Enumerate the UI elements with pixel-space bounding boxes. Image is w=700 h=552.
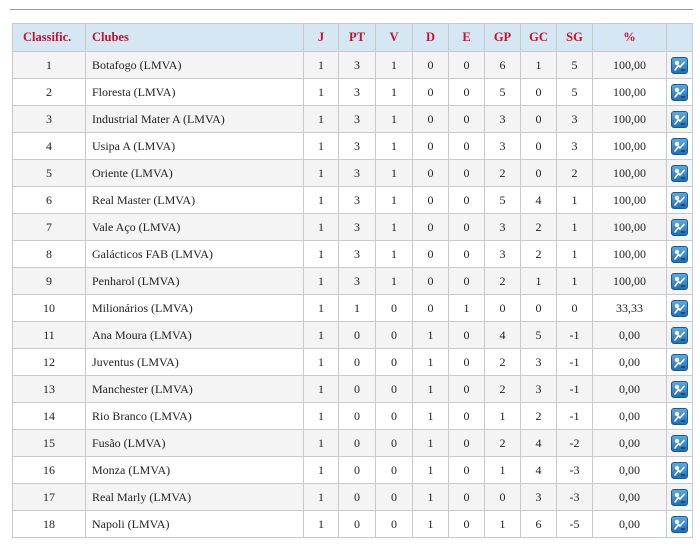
header-wins[interactable]: V <box>376 24 413 52</box>
cell-losses: 0 <box>413 214 449 241</box>
cell-position: 10 <box>13 295 86 322</box>
cell-wins: 1 <box>376 187 413 214</box>
cell-detail <box>667 241 693 268</box>
cell-goals-against: 0 <box>521 79 557 106</box>
cell-percentage: 0,00 <box>593 349 667 376</box>
cell-detail <box>667 322 693 349</box>
table-row <box>13 133 693 160</box>
cell-club[interactable]: Industrial Mater A (LMVA) <box>86 106 304 133</box>
cell-goals-for: 4 <box>485 322 521 349</box>
cell-wins: 1 <box>376 106 413 133</box>
table-row <box>13 511 693 538</box>
cell-losses: 0 <box>413 79 449 106</box>
header-club[interactable]: Clubes <box>86 24 304 52</box>
cell-wins: 0 <box>376 349 413 376</box>
cell-games: 1 <box>304 376 339 403</box>
cell-losses: 1 <box>413 484 449 511</box>
cell-games: 1 <box>304 322 339 349</box>
cell-goals-against: 2 <box>521 214 557 241</box>
cell-games: 1 <box>304 187 339 214</box>
header-goals-for[interactable]: GP <box>485 24 521 52</box>
cell-percentage: 100,00 <box>593 160 667 187</box>
cell-games: 1 <box>304 160 339 187</box>
cell-club[interactable]: Oriente (LMVA) <box>86 160 304 187</box>
cell-goal-difference: 2 <box>557 160 593 187</box>
cell-points: 3 <box>339 241 376 268</box>
cell-goal-difference: 5 <box>557 79 593 106</box>
cell-losses: 0 <box>413 241 449 268</box>
cell-games: 1 <box>304 457 339 484</box>
cell-goals-against: 1 <box>521 52 557 79</box>
cell-percentage: 33,33 <box>593 295 667 322</box>
cell-losses: 1 <box>413 430 449 457</box>
cell-losses: 0 <box>413 295 449 322</box>
cell-draws: 0 <box>449 484 485 511</box>
cell-points: 0 <box>339 349 376 376</box>
cell-detail <box>667 133 693 160</box>
cell-losses: 1 <box>413 511 449 538</box>
table-row <box>13 295 693 322</box>
cell-games: 1 <box>304 241 339 268</box>
cell-goals-for: 1 <box>485 457 521 484</box>
team-detail-icon[interactable] <box>671 327 688 344</box>
team-detail-icon[interactable] <box>671 219 688 236</box>
cell-games: 1 <box>304 214 339 241</box>
cell-detail <box>667 106 693 133</box>
cell-goals-for: 3 <box>485 241 521 268</box>
cell-goal-difference: -1 <box>557 403 593 430</box>
cell-losses: 1 <box>413 457 449 484</box>
cell-percentage: 100,00 <box>593 52 667 79</box>
cell-club[interactable]: Rio Branco (LMVA) <box>86 403 304 430</box>
cell-draws: 0 <box>449 133 485 160</box>
cell-goals-for: 3 <box>485 214 521 241</box>
cell-detail <box>667 295 693 322</box>
header-losses[interactable]: D <box>413 24 449 52</box>
team-detail-icon[interactable] <box>671 381 688 398</box>
cell-percentage: 0,00 <box>593 376 667 403</box>
cell-detail <box>667 376 693 403</box>
team-detail-icon[interactable] <box>671 435 688 452</box>
cell-draws: 0 <box>449 160 485 187</box>
cell-points: 3 <box>339 79 376 106</box>
cell-detail <box>667 349 693 376</box>
cell-wins: 0 <box>376 511 413 538</box>
cell-position: 16 <box>13 457 86 484</box>
cell-draws: 0 <box>449 403 485 430</box>
cell-goal-difference: -3 <box>557 484 593 511</box>
cell-percentage: 0,00 <box>593 457 667 484</box>
cell-percentage: 0,00 <box>593 484 667 511</box>
team-detail-icon[interactable] <box>671 84 688 101</box>
cell-percentage: 0,00 <box>593 430 667 457</box>
cell-percentage: 0,00 <box>593 511 667 538</box>
cell-wins: 0 <box>376 376 413 403</box>
team-detail-icon[interactable] <box>671 489 688 506</box>
header-games[interactable]: J <box>304 24 339 52</box>
cell-detail <box>667 511 693 538</box>
cell-draws: 0 <box>449 241 485 268</box>
cell-percentage: 100,00 <box>593 79 667 106</box>
cell-draws: 0 <box>449 349 485 376</box>
cell-position: 4 <box>13 133 86 160</box>
cell-goal-difference: 3 <box>557 133 593 160</box>
cell-goals-for: 5 <box>485 79 521 106</box>
cell-detail <box>667 160 693 187</box>
cell-detail <box>667 403 693 430</box>
cell-points: 1 <box>339 295 376 322</box>
cell-points: 3 <box>339 160 376 187</box>
cell-goal-difference: 5 <box>557 52 593 79</box>
cell-goals-for: 1 <box>485 511 521 538</box>
header-detail <box>667 24 693 52</box>
cell-goal-difference: 1 <box>557 214 593 241</box>
cell-wins: 0 <box>376 403 413 430</box>
cell-losses: 0 <box>413 268 449 295</box>
cell-goal-difference: 3 <box>557 106 593 133</box>
cell-club[interactable]: Usipa A (LMVA) <box>86 133 304 160</box>
table-row <box>13 376 693 403</box>
cell-position: 5 <box>13 160 86 187</box>
cell-games: 1 <box>304 430 339 457</box>
cell-goals-for: 2 <box>485 349 521 376</box>
cell-goals-for: 2 <box>485 376 521 403</box>
cell-goals-against: 0 <box>521 133 557 160</box>
cell-goals-against: 3 <box>521 349 557 376</box>
cell-goals-for: 0 <box>485 484 521 511</box>
cell-club[interactable]: Milionários (LMVA) <box>86 295 304 322</box>
cell-losses: 0 <box>413 133 449 160</box>
cell-draws: 0 <box>449 376 485 403</box>
cell-position: 3 <box>13 106 86 133</box>
cell-club[interactable]: Real Master (LMVA) <box>86 187 304 214</box>
cell-goal-difference: 1 <box>557 241 593 268</box>
cell-draws: 0 <box>449 430 485 457</box>
cell-goals-against: 4 <box>521 457 557 484</box>
cell-goals-for: 1 <box>485 403 521 430</box>
cell-goal-difference: -1 <box>557 376 593 403</box>
cell-goals-against: 4 <box>521 430 557 457</box>
cell-losses: 0 <box>413 160 449 187</box>
cell-goals-for: 5 <box>485 187 521 214</box>
team-detail-icon[interactable] <box>671 57 688 74</box>
cell-goals-against: 0 <box>521 295 557 322</box>
cell-percentage: 100,00 <box>593 187 667 214</box>
cell-goal-difference: -1 <box>557 322 593 349</box>
cell-games: 1 <box>304 484 339 511</box>
cell-club[interactable]: Juventus (LMVA) <box>86 349 304 376</box>
cell-draws: 0 <box>449 187 485 214</box>
cell-draws: 1 <box>449 295 485 322</box>
cell-goals-for: 3 <box>485 133 521 160</box>
table-row <box>13 268 693 295</box>
team-detail-icon[interactable] <box>671 246 688 263</box>
cell-position: 1 <box>13 52 86 79</box>
cell-wins: 0 <box>376 484 413 511</box>
cell-draws: 0 <box>449 457 485 484</box>
standings-body <box>13 52 693 538</box>
cell-losses: 1 <box>413 376 449 403</box>
cell-goals-against: 2 <box>521 403 557 430</box>
cell-club[interactable]: Galácticos FAB (LMVA) <box>86 241 304 268</box>
cell-points: 0 <box>339 484 376 511</box>
cell-losses: 0 <box>413 52 449 79</box>
cell-detail <box>667 268 693 295</box>
header-percentage[interactable]: % <box>593 24 667 52</box>
cell-position: 12 <box>13 349 86 376</box>
team-detail-icon[interactable] <box>671 354 688 371</box>
cell-draws: 0 <box>449 322 485 349</box>
cell-position: 11 <box>13 322 86 349</box>
team-detail-icon[interactable] <box>671 408 688 425</box>
header-goals-against[interactable]: GC <box>521 24 557 52</box>
cell-percentage: 100,00 <box>593 214 667 241</box>
cell-goals-against: 3 <box>521 484 557 511</box>
cell-games: 1 <box>304 295 339 322</box>
cell-goals-for: 2 <box>485 430 521 457</box>
cell-position: 2 <box>13 79 86 106</box>
cell-games: 1 <box>304 268 339 295</box>
cell-losses: 1 <box>413 349 449 376</box>
header-position[interactable]: Classific. <box>13 24 86 52</box>
cell-wins: 1 <box>376 52 413 79</box>
cell-position: 9 <box>13 268 86 295</box>
cell-detail <box>667 430 693 457</box>
cell-position: 8 <box>13 241 86 268</box>
cell-points: 0 <box>339 430 376 457</box>
cell-position: 15 <box>13 430 86 457</box>
cell-points: 3 <box>339 214 376 241</box>
cell-losses: 0 <box>413 106 449 133</box>
cell-goal-difference: 1 <box>557 268 593 295</box>
table-header-row <box>13 24 693 52</box>
cell-points: 0 <box>339 322 376 349</box>
cell-detail <box>667 52 693 79</box>
cell-percentage: 100,00 <box>593 133 667 160</box>
cell-wins: 0 <box>376 430 413 457</box>
team-detail-icon[interactable] <box>671 111 688 128</box>
cell-draws: 0 <box>449 214 485 241</box>
cell-position: 13 <box>13 376 86 403</box>
table-row <box>13 106 693 133</box>
cell-losses: 1 <box>413 403 449 430</box>
cell-goal-difference: -1 <box>557 349 593 376</box>
cell-goals-for: 2 <box>485 268 521 295</box>
team-detail-icon[interactable] <box>671 516 688 533</box>
cell-wins: 1 <box>376 79 413 106</box>
team-detail-icon[interactable] <box>671 462 688 479</box>
cell-points: 3 <box>339 133 376 160</box>
table-row <box>13 322 693 349</box>
cell-games: 1 <box>304 403 339 430</box>
team-detail-icon[interactable] <box>671 192 688 209</box>
cell-draws: 0 <box>449 106 485 133</box>
table-row <box>13 52 693 79</box>
cell-percentage: 0,00 <box>593 322 667 349</box>
cell-goals-against: 0 <box>521 160 557 187</box>
cell-goals-for: 0 <box>485 295 521 322</box>
cell-position: 17 <box>13 484 86 511</box>
cell-position: 7 <box>13 214 86 241</box>
table-row <box>13 214 693 241</box>
cell-points: 0 <box>339 511 376 538</box>
cell-games: 1 <box>304 79 339 106</box>
cell-points: 0 <box>339 403 376 430</box>
cell-goal-difference: 1 <box>557 187 593 214</box>
cell-draws: 0 <box>449 79 485 106</box>
cell-detail <box>667 457 693 484</box>
team-detail-icon[interactable] <box>671 165 688 182</box>
table-row <box>13 187 693 214</box>
cell-points: 3 <box>339 106 376 133</box>
cell-percentage: 100,00 <box>593 268 667 295</box>
cell-wins: 1 <box>376 241 413 268</box>
header-draws[interactable]: E <box>449 24 485 52</box>
cell-detail <box>667 214 693 241</box>
cell-wins: 1 <box>376 133 413 160</box>
cell-club[interactable]: Real Marly (LMVA) <box>86 484 304 511</box>
cell-losses: 0 <box>413 187 449 214</box>
cell-games: 1 <box>304 106 339 133</box>
cell-percentage: 100,00 <box>593 241 667 268</box>
cell-club[interactable]: Botafogo (LMVA) <box>86 52 304 79</box>
cell-goal-difference: -5 <box>557 511 593 538</box>
cell-goals-against: 6 <box>521 511 557 538</box>
table-row <box>13 160 693 187</box>
cell-points: 3 <box>339 52 376 79</box>
cell-games: 1 <box>304 349 339 376</box>
cell-points: 3 <box>339 268 376 295</box>
cell-club[interactable]: Napoli (LMVA) <box>86 511 304 538</box>
cell-wins: 0 <box>376 295 413 322</box>
cell-goal-difference: 0 <box>557 295 593 322</box>
cell-wins: 0 <box>376 457 413 484</box>
header-goal-difference[interactable]: SG <box>557 24 593 52</box>
cell-club[interactable]: Manchester (LMVA) <box>86 376 304 403</box>
cell-goals-against: 5 <box>521 322 557 349</box>
team-detail-icon[interactable] <box>671 273 688 290</box>
cell-wins: 1 <box>376 268 413 295</box>
cell-detail <box>667 484 693 511</box>
cell-club[interactable]: Ana Moura (LMVA) <box>86 322 304 349</box>
cell-club[interactable]: Vale Aço (LMVA) <box>86 214 304 241</box>
table-row <box>13 457 693 484</box>
cell-club[interactable]: Monza (LMVA) <box>86 457 304 484</box>
cell-percentage: 100,00 <box>593 106 667 133</box>
table-row <box>13 430 693 457</box>
cell-draws: 0 <box>449 52 485 79</box>
cell-wins: 1 <box>376 214 413 241</box>
cell-club[interactable]: Penharol (LMVA) <box>86 268 304 295</box>
cell-detail <box>667 79 693 106</box>
cell-games: 1 <box>304 52 339 79</box>
cell-losses: 1 <box>413 322 449 349</box>
cell-goals-against: 1 <box>521 268 557 295</box>
cell-position: 14 <box>13 403 86 430</box>
cell-points: 0 <box>339 376 376 403</box>
cell-goal-difference: -2 <box>557 430 593 457</box>
cell-detail <box>667 187 693 214</box>
cell-draws: 0 <box>449 511 485 538</box>
cell-goals-against: 2 <box>521 241 557 268</box>
cell-goal-difference: -3 <box>557 457 593 484</box>
cell-points: 0 <box>339 457 376 484</box>
cell-position: 6 <box>13 187 86 214</box>
table-row <box>13 79 693 106</box>
table-row <box>13 349 693 376</box>
cell-goals-for: 3 <box>485 106 521 133</box>
cell-games: 1 <box>304 511 339 538</box>
cell-points: 3 <box>339 187 376 214</box>
standings-table <box>12 23 693 538</box>
cell-goals-for: 6 <box>485 52 521 79</box>
team-detail-icon[interactable] <box>671 138 688 155</box>
cell-goals-against: 3 <box>521 376 557 403</box>
cell-wins: 0 <box>376 322 413 349</box>
table-row <box>13 241 693 268</box>
table-row <box>13 484 693 511</box>
cell-position: 18 <box>13 511 86 538</box>
top-divider <box>10 9 693 10</box>
cell-club[interactable]: Floresta (LMVA) <box>86 79 304 106</box>
cell-goals-against: 4 <box>521 187 557 214</box>
cell-draws: 0 <box>449 268 485 295</box>
team-detail-icon[interactable] <box>671 300 688 317</box>
cell-games: 1 <box>304 133 339 160</box>
cell-goals-for: 2 <box>485 160 521 187</box>
cell-wins: 1 <box>376 160 413 187</box>
cell-percentage: 0,00 <box>593 403 667 430</box>
header-points[interactable]: PT <box>339 24 376 52</box>
table-row <box>13 403 693 430</box>
cell-goals-against: 0 <box>521 106 557 133</box>
cell-club[interactable]: Fusão (LMVA) <box>86 430 304 457</box>
